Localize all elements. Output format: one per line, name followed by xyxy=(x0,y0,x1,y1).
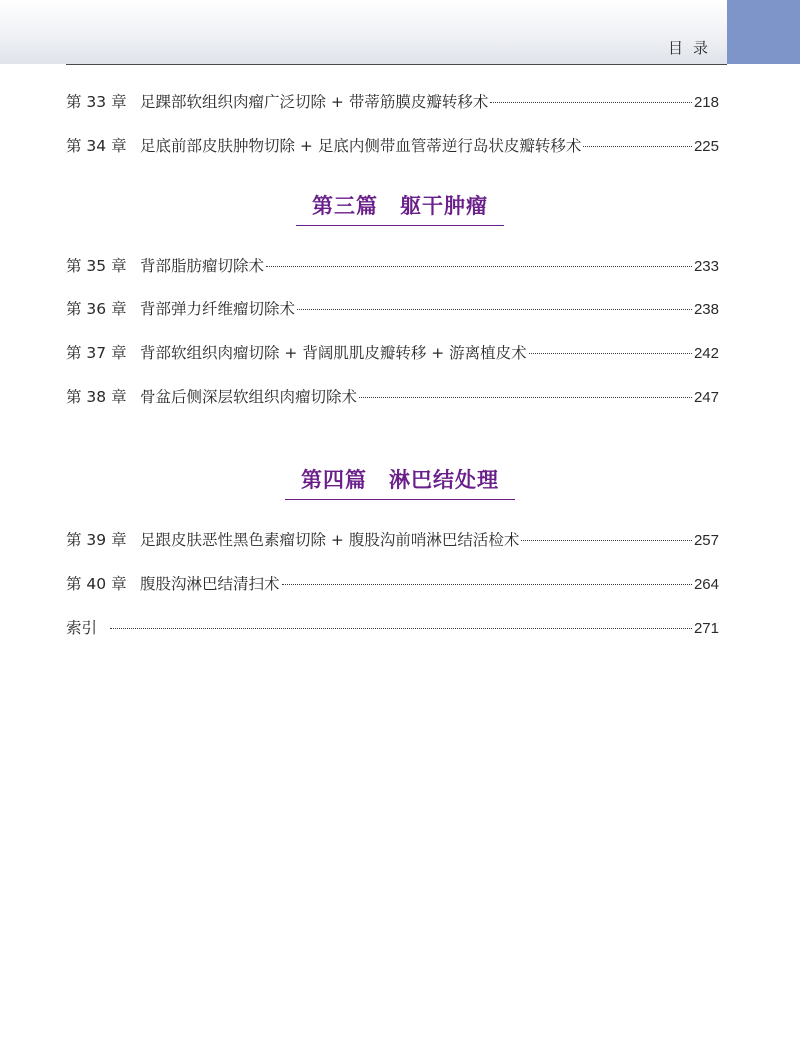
page-number: 218 xyxy=(693,94,719,111)
toc-entry-chapter-34[interactable] xyxy=(66,135,719,157)
chapter-title: 背部脂肪瘤切除术 xyxy=(140,257,265,275)
chapter-title: 足跟皮肤恶性黑色素瘤切除 + 腹股沟前哨淋巴结活检术 xyxy=(140,531,520,549)
header-rule xyxy=(66,64,727,65)
chapter-number: 第 36 章 xyxy=(66,300,127,318)
chapter-title: 足踝部软组织肉瘤广泛切除 + 带蒂筋膜皮瓣转移术 xyxy=(140,93,489,111)
running-title: 目录 xyxy=(667,39,718,57)
chapter-number: 第 39 章 xyxy=(66,531,127,549)
dot-leader xyxy=(529,352,692,354)
index-label: 索引 xyxy=(66,619,98,637)
page-number: 225 xyxy=(693,138,719,155)
toc-entry-chapter-38[interactable] xyxy=(66,386,719,408)
toc-entry-index[interactable] xyxy=(66,617,719,639)
part-heading-3 xyxy=(0,190,800,226)
chapter-number: 第 40 章 xyxy=(66,575,127,593)
dot-leader xyxy=(282,583,692,585)
chapter-number: 第 38 章 xyxy=(66,388,127,406)
part-title: 淋巴结处理 xyxy=(389,468,499,492)
toc-entry-chapter-35[interactable] xyxy=(66,255,719,277)
chapter-title: 足底前部皮肤肿物切除 + 足底内侧带血管蒂逆行岛状皮瓣转移术 xyxy=(140,137,582,155)
chapter-number: 第 35 章 xyxy=(66,257,127,275)
chapter-number: 第 37 章 xyxy=(66,344,127,362)
chapter-title: 腹股沟淋巴结清扫术 xyxy=(140,575,280,593)
page-number: 271 xyxy=(693,620,719,637)
chapter-title: 骨盆后侧深层软组织肉瘤切除术 xyxy=(140,388,358,406)
dot-leader xyxy=(110,627,692,629)
part-heading-underline xyxy=(296,190,504,226)
dot-leader xyxy=(521,539,692,541)
dot-leader xyxy=(297,308,692,310)
dot-leader xyxy=(490,101,692,103)
toc-entry-chapter-39[interactable] xyxy=(66,529,719,551)
part-heading-4 xyxy=(0,464,800,500)
part-heading-underline xyxy=(285,464,515,500)
page-number: 238 xyxy=(693,301,719,318)
chapter-title: 背部软组织肉瘤切除 + 背阔肌肌皮瓣转移 + 游离植皮术 xyxy=(140,344,527,362)
header-band xyxy=(0,0,727,64)
part-title: 躯干肿瘤 xyxy=(400,194,488,218)
chapter-number: 第 34 章 xyxy=(66,137,127,155)
part-label: 第三篇 xyxy=(312,194,378,218)
toc-entry-chapter-40[interactable] xyxy=(66,573,719,595)
chapter-title: 背部弹力纤维瘤切除术 xyxy=(140,300,296,318)
dot-leader xyxy=(359,396,692,398)
toc-entry-chapter-37[interactable] xyxy=(66,342,719,364)
toc-entry-chapter-36[interactable] xyxy=(66,298,719,320)
header-corner-accent xyxy=(727,0,800,64)
dot-leader xyxy=(266,265,692,267)
page-number: 257 xyxy=(693,532,719,549)
chapter-number: 第 33 章 xyxy=(66,93,127,111)
dot-leader xyxy=(583,145,692,147)
part-label: 第四篇 xyxy=(301,468,367,492)
page-number: 247 xyxy=(693,389,719,406)
toc-entry-chapter-33[interactable] xyxy=(66,91,719,113)
page-number: 264 xyxy=(693,576,719,593)
page-number: 233 xyxy=(693,258,719,275)
page-number: 242 xyxy=(693,345,719,362)
